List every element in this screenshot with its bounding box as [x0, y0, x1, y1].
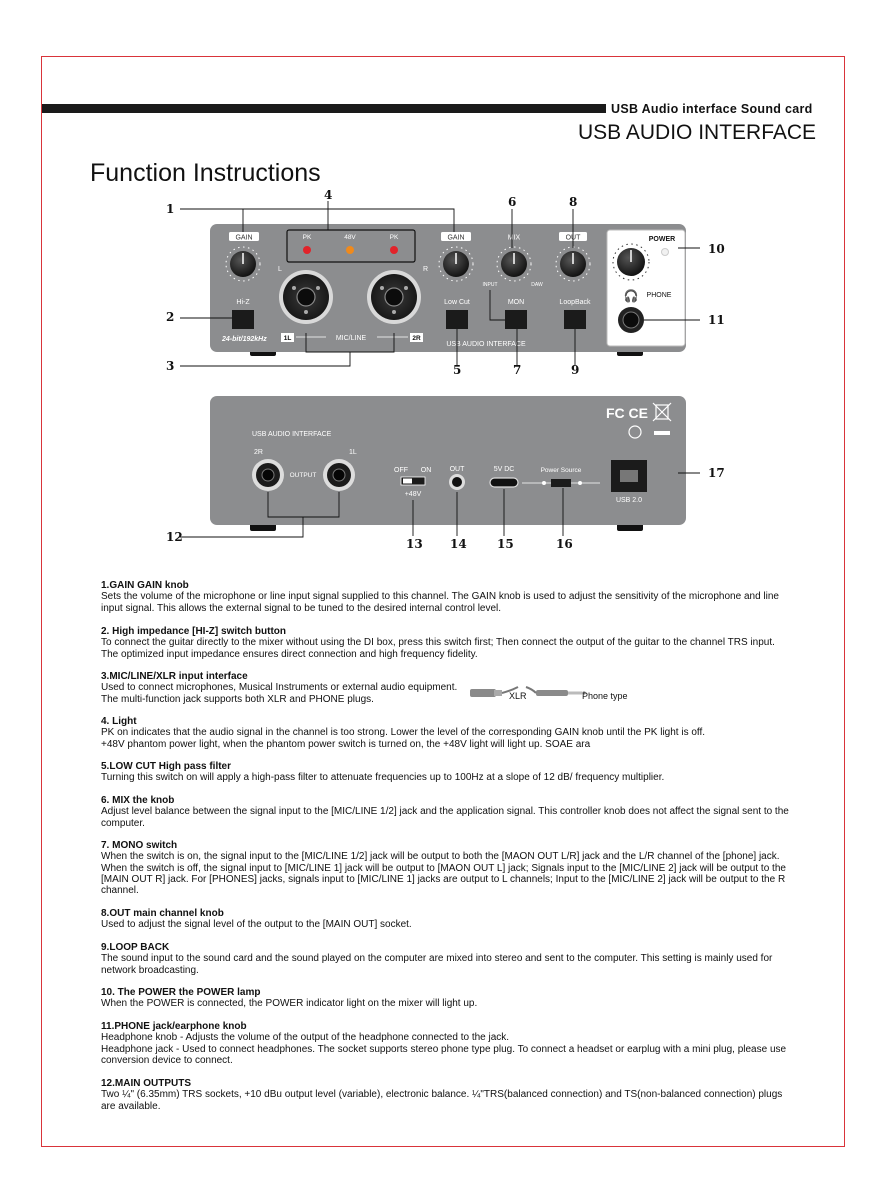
front-model-label: USB AUDIO INTERFACE: [446, 341, 526, 348]
section-text: Headphone knob - Adjusts the volume of the output of the headphone connected to the jack.: [101, 1032, 510, 1044]
section-heading: 2. High impedance [HI-Z] switch button: [101, 626, 286, 637]
power-led: [662, 249, 669, 256]
gain-label-right: GAIN: [447, 234, 465, 242]
phantom-label: +48V: [404, 491, 422, 498]
section-text: The sound input to the sound card and the sound played on the computer are mixed into stereo and sent to the computer. This setting is mainly used for network broadcasting.: [101, 953, 773, 976]
channel-l-mark: L: [278, 266, 282, 273]
v48-label: 48V: [344, 234, 356, 241]
fc-ce-marks: FC CE: [606, 405, 648, 421]
mon-label: MON: [507, 299, 525, 306]
headphone-icon: 🎧: [623, 289, 639, 303]
section-hiz: [101, 626, 791, 660]
output-1l-label: 1L: [349, 449, 357, 456]
header-subtitle: USB Audio interface Sound card: [611, 102, 813, 116]
section-heading: 4. Light: [101, 716, 137, 727]
section-text: Adjust level balance between the signal input to the [MIC/LINE 1/2] jack and the application signal. This controller knob does not affect the signal sent to the computer.: [101, 806, 789, 829]
callout-10: 10: [708, 242, 725, 256]
phone-type-label: Phone type: [582, 691, 628, 701]
channel-r-mark: R: [423, 266, 429, 273]
mix-label: MIX: [507, 234, 521, 242]
on-label: ON: [420, 467, 432, 474]
front-panel-diagram: [0, 0, 886, 400]
callout-16: 16: [556, 537, 573, 551]
callout-7: 7: [513, 363, 522, 377]
section-text: Sets the volume of the microphone or line input signal supplied to this channel. The GAIN knob is used to adjust the sensitivity of the microphone and line input signal. This allows the external signal to be tuned to the desired internal control level.: [101, 591, 779, 614]
pk-label-left: PK: [302, 234, 312, 241]
section-gain: [101, 580, 791, 614]
section-text: Used to adjust the signal level of the output to the [MAIN OUT] socket.: [101, 919, 412, 931]
input-label: INPUT: [482, 282, 498, 288]
section-heading: 6. MIX the knob: [101, 795, 175, 806]
dc-port[interactable]: [490, 478, 518, 487]
section-heading: 10. The POWER the POWER lamp: [101, 987, 261, 998]
callout-15: 15: [497, 537, 514, 551]
phantom-led: [346, 246, 354, 254]
section-text: Turning this switch on will apply a high-pass filter to attenuate frequencies up to 100Hz at a slope of 12 dB/ frequency multiplier.: [101, 772, 665, 784]
callout-14: 14: [450, 537, 467, 551]
output-label: OUTPUT: [289, 472, 317, 479]
section-heading: 8.OUT main channel knob: [101, 908, 224, 919]
ch2-label: 2R: [412, 335, 421, 342]
section-text: PK on indicates that the audio signal in the channel is too strong. Lower the level of the corresponding GAIN knob until the PK light is off.: [101, 727, 706, 739]
loopback-label: LoopBack: [559, 299, 591, 306]
section-mix: [101, 795, 791, 829]
section-heading: 11.PHONE jack/earphone knob: [101, 1021, 247, 1032]
section-heading: 1.GAIN GAIN knob: [101, 580, 189, 591]
output-2r-label: 2R: [254, 449, 263, 456]
section-text: When the POWER is connected, the POWER indicator light on the mixer will light up.: [101, 998, 478, 1010]
mini-out-jack[interactable]: [449, 474, 465, 490]
callout-3: 3: [166, 359, 175, 373]
power-source-switch[interactable]: [551, 479, 571, 487]
callout-2: 2: [166, 310, 175, 324]
callout-9: 9: [571, 363, 580, 377]
section-loopback: [101, 942, 791, 976]
section-lowcut: [101, 761, 791, 784]
ch1-label: 1L: [283, 335, 292, 342]
section-heading: 3.MIC/LINE/XLR input interface: [101, 671, 248, 682]
section-heading: 9.LOOP BACK: [101, 942, 170, 953]
section-heading: 12.MAIN OUTPUTS: [101, 1078, 192, 1089]
hiz-button[interactable]: [232, 310, 254, 329]
phone-label: PHONE: [646, 292, 672, 299]
section-light: [101, 716, 791, 750]
power-source-label: Power Source: [540, 467, 582, 474]
pk-led-left: [303, 246, 311, 254]
weee-bar: [654, 431, 670, 435]
callout-6: 6: [508, 195, 517, 209]
output-jack-1l[interactable]: [323, 459, 355, 491]
combo-jack-1[interactable]: [279, 270, 333, 324]
phone-plug-icon: [526, 687, 586, 696]
daw-label: DAW: [531, 282, 543, 288]
dc-label: 5V DC: [493, 466, 515, 473]
callout-12: 12: [166, 530, 183, 544]
callout-8: 8: [569, 195, 578, 209]
rear-out-label: OUT: [449, 466, 465, 473]
lowcut-button[interactable]: [446, 310, 468, 329]
xlr-label: XLR: [509, 691, 527, 701]
pk-led-right: [390, 246, 398, 254]
section-text: Headphone jack - Used to connect headphones. The socket supports stereo phone type plug. To connect a headset or earplug with a mini plug, please use conversion device to connect.: [101, 1043, 787, 1066]
section-power: [101, 987, 791, 1010]
usb-label: USB 2.0: [615, 497, 643, 504]
hiz-label: Hi-Z: [236, 299, 250, 306]
page-title: Function Instructions: [90, 159, 321, 187]
output-jack-2r[interactable]: [252, 459, 284, 491]
callout-4: 4: [324, 188, 333, 202]
section-text: +48V phantom power light, when the phantom power switch is turned on, the +48V light will light up. SOAE ara: [101, 738, 591, 750]
pk-label-right: PK: [389, 234, 399, 241]
off-label: OFF: [394, 467, 408, 474]
phone-jack[interactable]: [618, 307, 644, 333]
rear-model-label: USB AUDIO INTERFACE: [252, 431, 332, 438]
header-title: USB AUDIO INTERFACE: [578, 121, 817, 144]
section-heading: 5.LOW CUT High pass filter: [101, 761, 232, 772]
gain-label-left: GAIN: [235, 234, 253, 242]
micline-label: MIC/LINE: [335, 335, 367, 342]
lowcut-label: Low Cut: [444, 299, 470, 306]
section-out: [101, 908, 791, 931]
section-main-outputs: [101, 1078, 791, 1112]
callout-5: 5: [453, 363, 462, 377]
callout-13: 13: [406, 537, 423, 551]
combo-jack-2[interactable]: [367, 270, 421, 324]
callout-17: 17: [708, 466, 725, 480]
section-text: Used to connect microphones, Musical Instruments or external audio equipment.: [101, 682, 458, 694]
loopback-button[interactable]: [564, 310, 586, 329]
power-label: POWER: [648, 236, 676, 243]
section-heading: 7. MONO switch: [101, 840, 178, 851]
callout-1: 1: [166, 202, 175, 216]
section-text: To connect the guitar directly to the mixer without using the DI box, press this switch first; Then connect the output of the guitar to the channel TRS input. The optimized input impedance ensures direct connection and high frequency fidelity.: [101, 637, 775, 660]
section-text: Two ¼" (6.35mm) TRS sockets, +10 dBu output level (variable), electronic balance. ¼"TRS(balanced connection) and TS(non-balanced connection) plugs are available.: [101, 1089, 783, 1112]
rear-panel-diagram: [0, 380, 886, 560]
phone-section-panel: [607, 230, 685, 346]
callout-11: 11: [708, 313, 725, 327]
section-text: When the switch is on, the signal input to the [MIC/LINE 1/2] jack will be output to both the [MAON OUT L/R] jack and the L/R channel of the [phone] jack. When the switch is off, the signal input to [MIC/LINE 1] jack will be output to [MAON OUT L] jack; Signals input to the [MIC/LINE 2] jack will be output to the [MAIN OUT R] jack. For [PHONES] jacks, signals input to [MIC/LINE 1] jacks are output to L channels; Input to the [MIC/LINE 2] jack will be output to the R channel.: [101, 851, 786, 897]
mon-button[interactable]: [505, 310, 527, 329]
section-text: The multi-function jack supports both XLR and PHONE plugs.: [101, 693, 374, 705]
section-phone: [101, 1021, 791, 1066]
section-mono: [101, 840, 791, 896]
out-label: OUT: [565, 234, 581, 242]
section-micline: [101, 671, 471, 705]
spec-label: 24-bit/192kHz: [222, 336, 267, 343]
